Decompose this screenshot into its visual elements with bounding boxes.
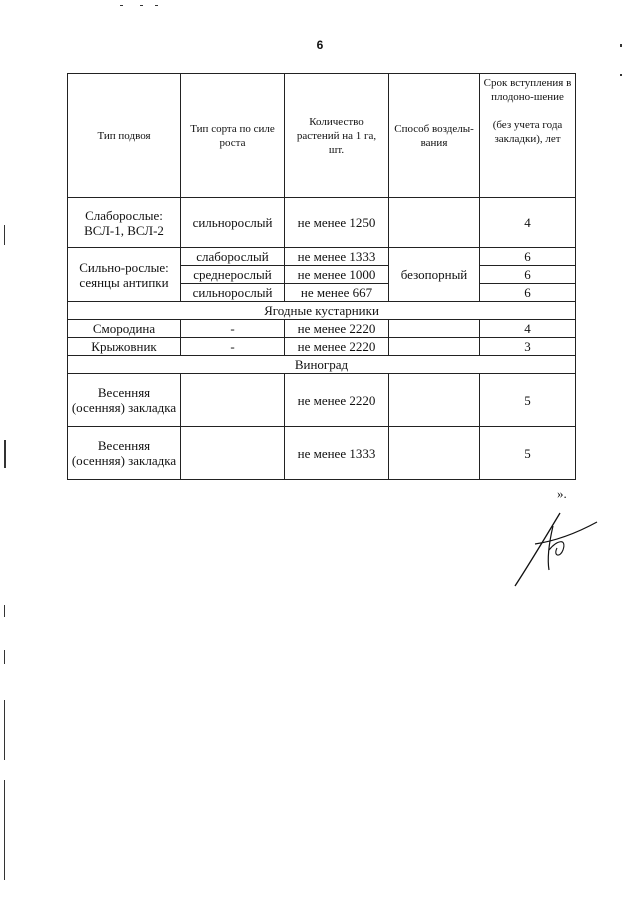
section-row: [68, 302, 576, 320]
table-row: [68, 198, 576, 248]
crop-cell: Весенняя (осенняя) закладка: [68, 427, 181, 480]
header-growth-type: Тип сорта по силе роста: [181, 74, 285, 198]
scan-artifact: [155, 5, 158, 6]
page-number: 6: [316, 38, 324, 52]
scan-artifact: [4, 225, 5, 245]
planting-density-table: [67, 73, 576, 480]
count-cell: не менее 1250: [285, 198, 389, 248]
count-cell: не менее 1333: [285, 427, 389, 480]
table-row: [68, 338, 576, 356]
term-cell: 4: [480, 198, 576, 248]
header-fruiting-term: [480, 74, 576, 198]
term-cell: 3: [480, 338, 576, 356]
scan-artifact: [620, 44, 622, 47]
table-row: [68, 374, 576, 427]
closing-quote: ».: [557, 486, 567, 501]
table-row: [68, 427, 576, 480]
scan-artifact: [140, 5, 143, 6]
term-cell: 6: [480, 266, 576, 284]
term-cell: 4: [480, 320, 576, 338]
growth-cell: сильнорослый: [181, 284, 285, 302]
growth-cell: слаборослый: [181, 248, 285, 266]
count-cell: не менее 1333: [285, 248, 389, 266]
header-fruiting-term-main: Срок вступления в плодоно-шение: [483, 77, 572, 103]
count-cell: не менее 2220: [285, 320, 389, 338]
table-row: [68, 248, 576, 266]
method-cell: [389, 198, 480, 248]
method-cell: [389, 427, 480, 480]
handwritten-signature: [505, 508, 605, 590]
header-cultivation-method: Способ возделы-вания: [389, 74, 480, 198]
growth-cell: [181, 427, 285, 480]
term-cell: 5: [480, 374, 576, 427]
term-cell: 6: [480, 284, 576, 302]
term-cell: 5: [480, 427, 576, 480]
term-cell: 6: [480, 248, 576, 266]
crop-cell: Смородина: [68, 320, 181, 338]
count-cell: не менее 667: [285, 284, 389, 302]
scan-artifact: [120, 5, 123, 6]
growth-cell: -: [181, 338, 285, 356]
rootstock-cell: Сильно-рослые: сеянцы антипки: [68, 248, 181, 302]
scan-artifact: [4, 780, 5, 880]
growth-cell: [181, 374, 285, 427]
growth-cell: среднерослый: [181, 266, 285, 284]
crop-cell: Весенняя (осенняя) закладка: [68, 374, 181, 427]
growth-cell: -: [181, 320, 285, 338]
method-cell: [389, 374, 480, 427]
section-heading-berries: Ягодные кустарники: [68, 302, 576, 320]
scan-artifact: [620, 74, 622, 76]
table-header-row: [68, 74, 576, 198]
crop-cell: Крыжовник: [68, 338, 181, 356]
count-cell: не менее 2220: [285, 338, 389, 356]
rootstock-cell: Слаборослые: ВСЛ-1, ВСЛ-2: [68, 198, 181, 248]
method-cell: [389, 320, 480, 338]
header-rootstock: Тип подвоя: [68, 74, 181, 198]
scan-artifact: [4, 605, 5, 617]
section-row: [68, 356, 576, 374]
table-row: [68, 320, 576, 338]
count-cell: не менее 1000: [285, 266, 389, 284]
method-cell: безопорный: [389, 248, 480, 302]
scan-artifact: [4, 700, 5, 760]
method-cell: [389, 338, 480, 356]
growth-cell: сильнорослый: [181, 198, 285, 248]
header-fruiting-term-note: (без учета года закладки), лет: [492, 119, 563, 145]
header-plant-count: Количество растений на 1 га, шт.: [285, 74, 389, 198]
count-cell: не менее 2220: [285, 374, 389, 427]
scan-artifact: [4, 440, 6, 468]
section-heading-grapes: Виноград: [68, 356, 576, 374]
scan-artifact: [4, 650, 5, 664]
